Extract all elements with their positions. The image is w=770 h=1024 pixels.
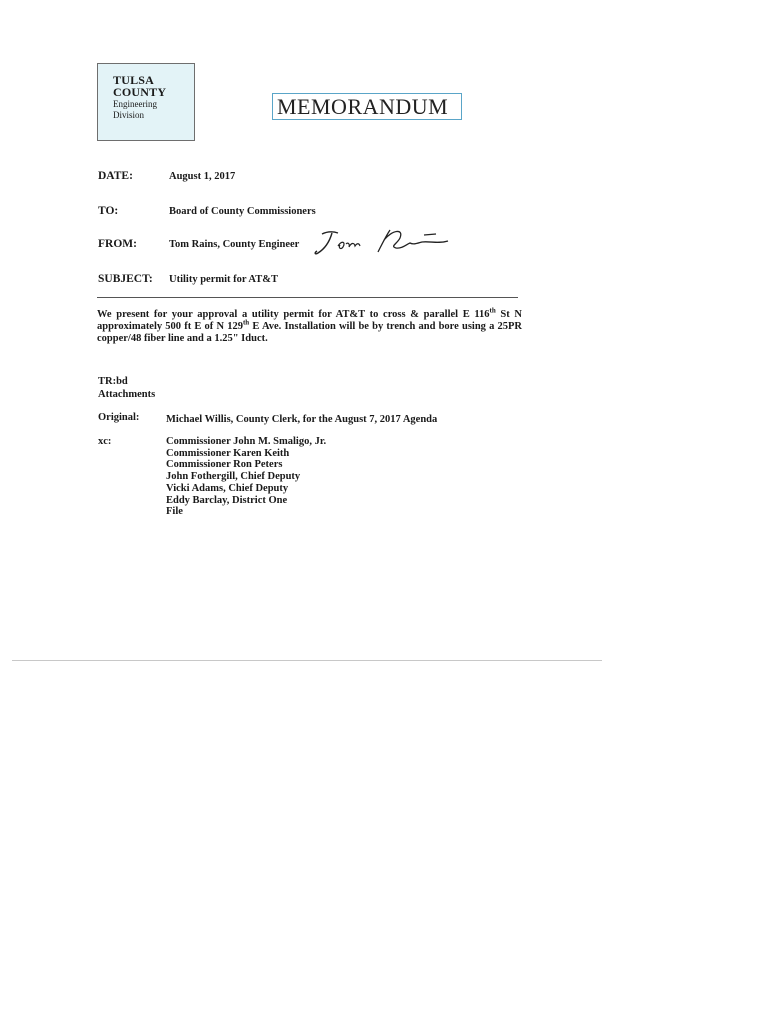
original-value: Michael Willis, County Clerk, for the August 7, 2017 Agenda (166, 414, 438, 425)
initials: TR:bd (98, 376, 128, 387)
subject-value: Utility permit for AT&T (169, 274, 278, 285)
memo-body-paragraph (97, 306, 523, 345)
body-text-part1: We present for your approval a utility permit for AT&T to cross & parallel E 116 (97, 309, 490, 320)
body-text-part2: St N approximately 500 ft E of N 129 (97, 309, 523, 332)
from-label: FROM: (98, 238, 137, 250)
date-value: August 1, 2017 (169, 171, 236, 182)
org-name-line2: COUNTY (113, 85, 167, 99)
list-item: Eddy Barclay, District One (166, 494, 288, 506)
list-item: Commissioner Ron Peters (166, 459, 283, 471)
org-name-line1: TULSA (113, 73, 155, 87)
list-item: Vicki Adams, Chief Deputy (166, 482, 289, 494)
body-sup1: th (489, 306, 496, 315)
date-label: DATE: (98, 170, 133, 182)
scan-artifact-line (12, 660, 602, 661)
memorandum-title: MEMORANDUM (272, 93, 462, 120)
body-sup2: th (242, 318, 250, 327)
header-divider (97, 297, 518, 298)
org-division-line2: Division (113, 110, 145, 120)
to-label: TO: (98, 205, 119, 217)
list-item: Commissioner Karen Keith (166, 447, 290, 459)
attachments-label: Attachments (98, 389, 156, 400)
org-division-line1: Engineering (113, 99, 157, 109)
handwritten-signature (312, 226, 462, 258)
list-item: Commissioner John M. Smaligo, Jr. (166, 436, 327, 447)
subject-label: SUBJECT: (98, 273, 153, 285)
xc-label: xc: (98, 436, 112, 447)
list-item: John Fothergill, Chief Deputy (166, 471, 301, 483)
to-value: Board of County Commissioners (169, 206, 316, 217)
list-item: File (166, 506, 183, 518)
body-text-part3: E Ave. Installation will be by trench and bore using a 25PR copper/48 fiber line and a 1.25" Iduct. (97, 321, 522, 344)
from-value: Tom Rains, County Engineer (169, 239, 300, 250)
tulsa-county-logo-box (97, 63, 195, 141)
cc-list (166, 436, 326, 518)
original-label: Original: (98, 412, 140, 423)
